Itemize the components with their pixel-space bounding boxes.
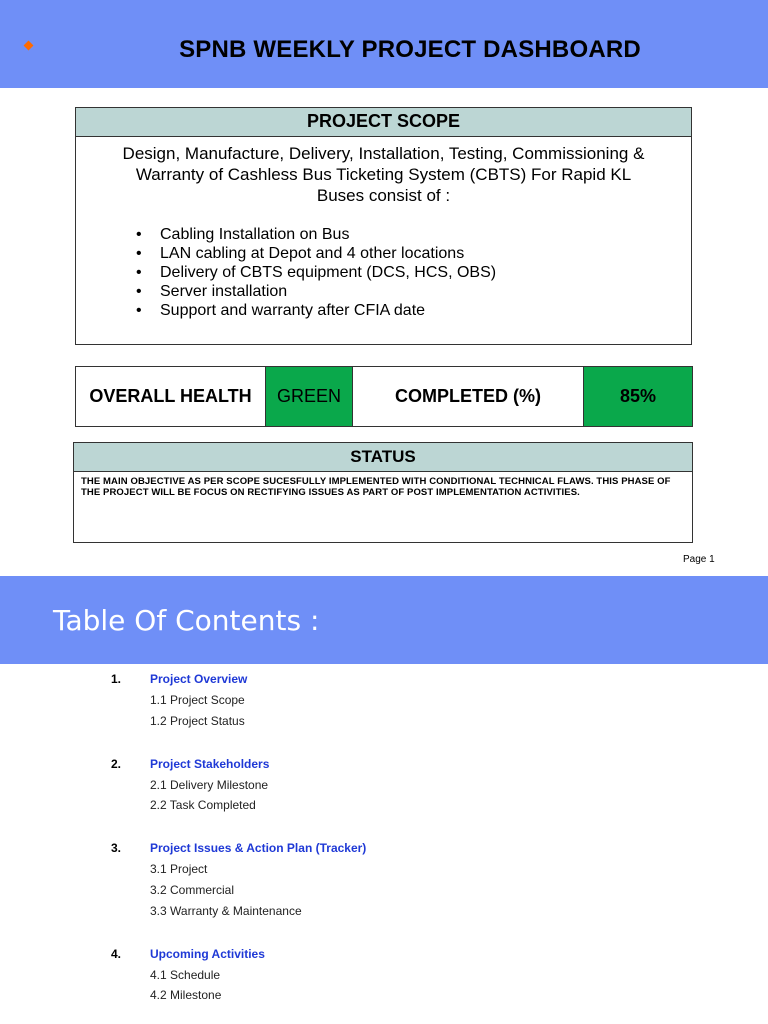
toc-subsection: 1.1 Project Scope <box>150 693 245 707</box>
toc-subsection: 2.2 Task Completed <box>150 798 256 812</box>
toc-section-heading[interactable]: Project Overview <box>150 672 248 686</box>
scope-item-text: Server installation <box>160 283 288 300</box>
bullet-dot-icon: • <box>136 226 142 243</box>
scope-list-item <box>136 301 691 320</box>
bullet-dot-icon: • <box>136 264 142 281</box>
dashboard-title: SPNB WEEKLY PROJECT DASHBOARD <box>179 36 641 63</box>
overall-health-row <box>75 366 693 427</box>
scope-list-item <box>136 263 691 282</box>
toc-subsection: 4.1 Schedule <box>150 968 221 982</box>
toc-subsection: 3.1 Project <box>150 862 208 876</box>
toc-section-number: 1. <box>111 672 122 686</box>
toc-section-heading[interactable]: Upcoming Activities <box>150 947 265 961</box>
scope-item-text: Cabling Installation on Bus <box>160 226 350 243</box>
project-scope-list <box>76 225 691 320</box>
toc-section-number: 4. <box>111 947 122 961</box>
toc-subsection: 4.2 Milestone <box>150 988 222 1002</box>
scope-item-text: Delivery of CBTS equipment (DCS, HCS, OBS) <box>160 264 497 281</box>
scope-list-item <box>136 282 691 301</box>
overall-health-label: OVERALL HEALTH <box>76 367 266 426</box>
project-scope-panel <box>75 107 692 345</box>
scope-item-text: LAN cabling at Depot and 4 other locations <box>160 245 465 262</box>
scope-item-text: Support and warranty after CFIA date <box>160 302 426 319</box>
toc-section-heading[interactable]: Project Stakeholders <box>150 757 270 771</box>
toc-subsection: 1.2 Project Status <box>150 714 245 728</box>
scope-list-item <box>136 225 691 244</box>
status-panel <box>73 442 693 543</box>
project-scope-description: Design, Manufacture, Delivery, Installation, Testing, Commissioning & Warranty of Cashless Bus Ticketing System (CBTS) For Rapid KL Buses consist of : <box>122 144 645 205</box>
toc-subsection: 3.3 Warranty & Maintenance <box>150 904 302 918</box>
toc-subsection: 3.2 Commercial <box>150 883 235 897</box>
toc-subsection: 2.1 Delivery Milestone <box>150 778 269 792</box>
scope-list-item <box>136 244 691 263</box>
bullet-dot-icon: • <box>136 245 142 262</box>
status-text: THE MAIN OBJECTIVE AS PER SCOPE SUCESFULLY IMPLEMENTED WITH CONDITIONAL TECHNICAL FLAWS. THIS PHASE OF THE PROJECT WILL BE FOCUS ON RECTIFYING ISSUES AS PART OF POST IMPLEMENTATION ACTIVITIES. <box>81 476 671 498</box>
toc-section-number: 2. <box>111 757 122 771</box>
dashboard-title-banner <box>0 0 768 88</box>
bullet-dot-icon: • <box>136 283 142 300</box>
bullet-dot-icon: • <box>136 302 142 319</box>
completed-percentage: 85% <box>584 367 692 426</box>
toc-section-number: 3. <box>111 841 122 855</box>
overall-health-status: GREEN <box>266 367 353 426</box>
completed-label: COMPLETED (%) <box>353 367 584 426</box>
toc-title: Table Of Contents : <box>53 604 320 637</box>
status-heading: STATUS <box>74 443 692 472</box>
toc-title-banner <box>0 576 768 664</box>
toc-section-heading[interactable]: Project Issues & Action Plan (Tracker) <box>150 841 367 855</box>
project-scope-heading: PROJECT SCOPE <box>76 108 691 137</box>
page-number: Page 1 <box>683 554 715 565</box>
